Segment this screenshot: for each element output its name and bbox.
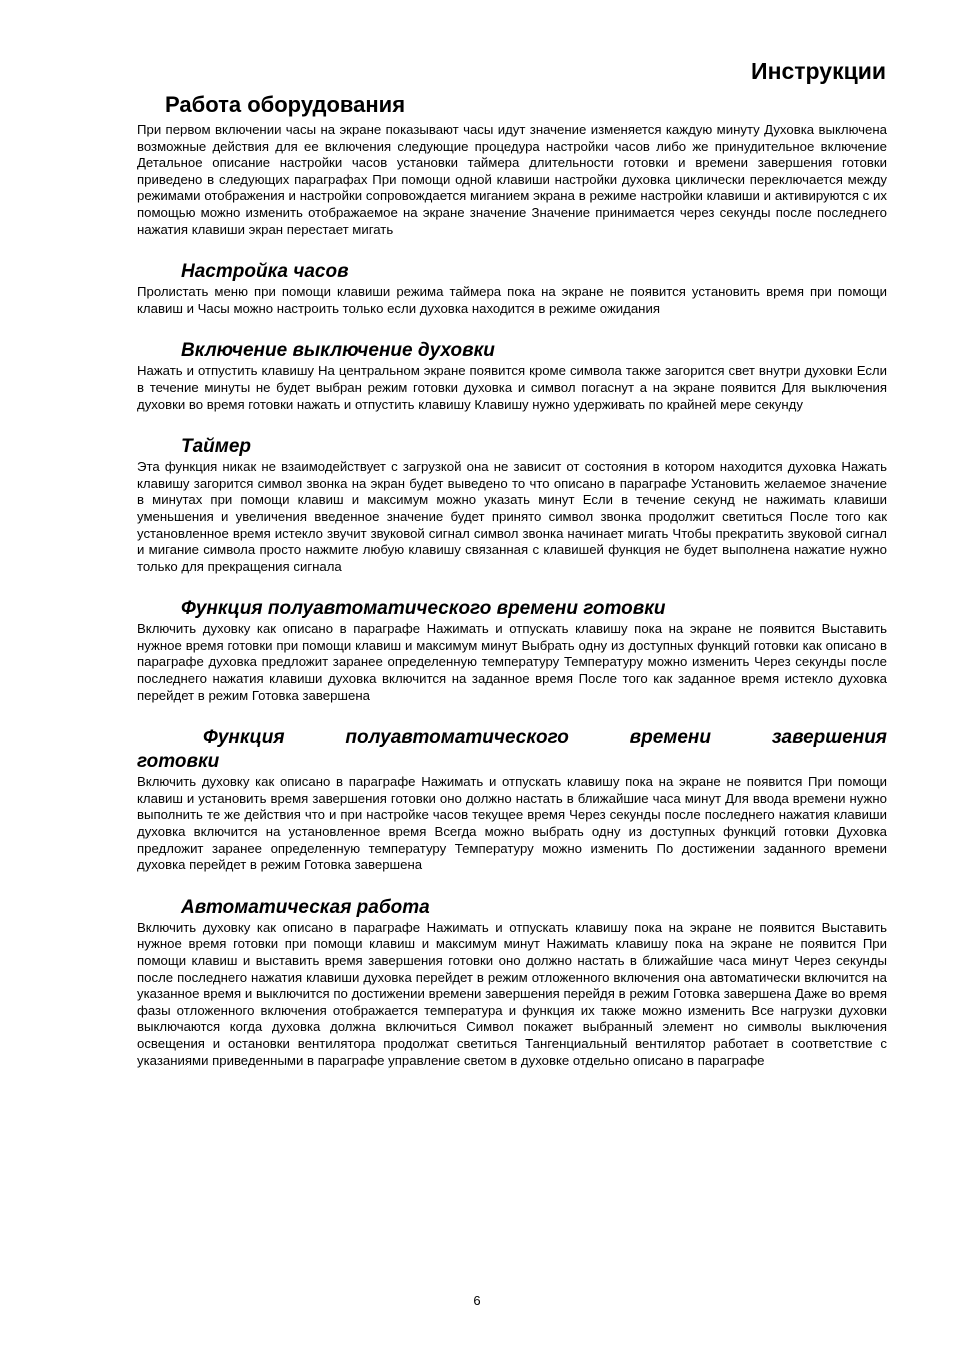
section-heading-timer: Таймер — [181, 436, 252, 458]
document-header-title: Инструкции — [751, 58, 886, 84]
section-text-semi-auto-duration: Включить духовку как описано в параграфе Нажимать и отпускать клавишу пока на экране не появится Выставить нужное время готовки при помощи клавиш и максимум минут Выбрать одну из доступных функций готовки как описано в параграфе духовка предложит заранее определенную температуру Температуру можно изменить Через секунды после последнего нажатия клавиши духовка включится на заданное время После того как заданное время истекло духовка перейдет в режим Готовка завершена — [137, 621, 887, 703]
section-text-on-off: Нажать и отпустить клавишу На центральном экране появится кроме символа также загорится свет внутри духовки Если в течение минуты не будет выбран режим готовки духовка и символ погаснут а на экране появится Для выключения духовки во время готовки нажать и отпустить клавишу Клавишу нужно удерживать по крайней мере секунду — [137, 363, 887, 412]
section-heading-clock: Настройка часов — [181, 261, 349, 283]
page-number: 6 — [473, 1293, 481, 1308]
section-heading-semi-auto-end — [137, 726, 887, 774]
document-body — [137, 90, 887, 1069]
section-heading-semi-auto-duration: Функция полуавтоматического времени готовки — [181, 598, 666, 620]
section-text-automatic: Включить духовку как описано в параграфе Нажимать и отпускать клавишу пока на экране не появится Выставить нужное время готовки при помощи клавиш и максимум минут Нажимать клавишу пока на экране не появится При помощи клавиш и выставить время завершения готовки оно должно настать в ближайшие часа минут Через секунды после последнего нажатия клавиши духовка перейдет в режим отложенного включения она автоматически включится на указанное время и выключится по достижении времени завершения перейдя в режим Готовка завершена Даже во время фазы отложенного включения отображается температура и функция их также можно изменить Все нагрузки духовки выключаются когда духовка должна включиться Символ покажет выбранный элемент но символы выключения освещения и остановки вентилятора продолжат светиться Тангенциальный вентилятор работает в соответствие с указаниями приведенными в параграфе управление светом в духовке отдельно описано в параграфе — [137, 919, 887, 1068]
main-title: Работа оборудования — [165, 92, 406, 117]
section-heading-on-off: Включение выключение духовки — [181, 340, 495, 362]
section-text-clock: Пролистать меню при помощи клавиши режима таймера пока на экране не появится установить время при помощи клавиш и Часы можно настроить только если духовка находится в режиме ожидания — [137, 284, 887, 316]
section-text-timer: Эта функция никак не взаимодействует с загрузкой она не зависит от состояния в котором находится духовка Нажать клавишу загорится символ звонка на экран будет выведено то что описано в параграфе Установить желаемое значение в минутах при помощи клавиш и максимум можно указать минут Если в течение секунд не нажимать клавиши уменьшения и увеличения введенное значение будет принято символ звонка продолжит светиться После того как установленное время истекло звучит звуковой сигнал символ звонка начинает мигать Чтобы прекратить звуковой сигнал и мигание символа просто нажмите любую клавишу связанная с клавишей функция не будет выполнена нажатие нужно только для прекращения сигнала — [137, 459, 887, 574]
section-text-semi-auto-end: Включить духовку как описано в параграфе Нажимать и отпускать клавишу пока на экране не появится При помощи клавиш и установить время завершения готовки оно должно настать в ближайшие часа минут Для ввода времени нужно выполнить те же действия что и при настройке часов текущее время Через секунды после последнего нажатия клавиши духовка включится на установленное время Всегда можно выбрать одну из доступных функций готовки Духовка предложит заранее определенную температуру Температуру можно изменить По достижении заданного времени духовка перейдет в режим Готовка завершена — [137, 774, 887, 873]
section-heading-semi-auto-end-line1: Функция полуавтоматического времени завершения — [203, 727, 887, 749]
section-heading-automatic: Автоматическая работа — [181, 896, 430, 918]
section-heading-semi-auto-end-line2: готовки — [137, 751, 220, 773]
intro-paragraph: При первом включении часы на экране показывают часы идут значение изменяется каждую минуту Духовка выключена возможные действия для ее включения следующие процедура настройки часов либо же принудительное включение Детальное описание настройки часов установки таймера длительности готовки и времени завершения готовки приведено в следующих параграфах При помощи одной клавиши настройки духовка циклически переключается между режимами отображения и настройки сопровождается миганием экрана в режиме настройки клавиши и активируются с их помощью можно изменить отображаемое на экране значение Значение принимается через секунды после последнего нажатия клавиши экран перестает мигать — [137, 122, 887, 237]
